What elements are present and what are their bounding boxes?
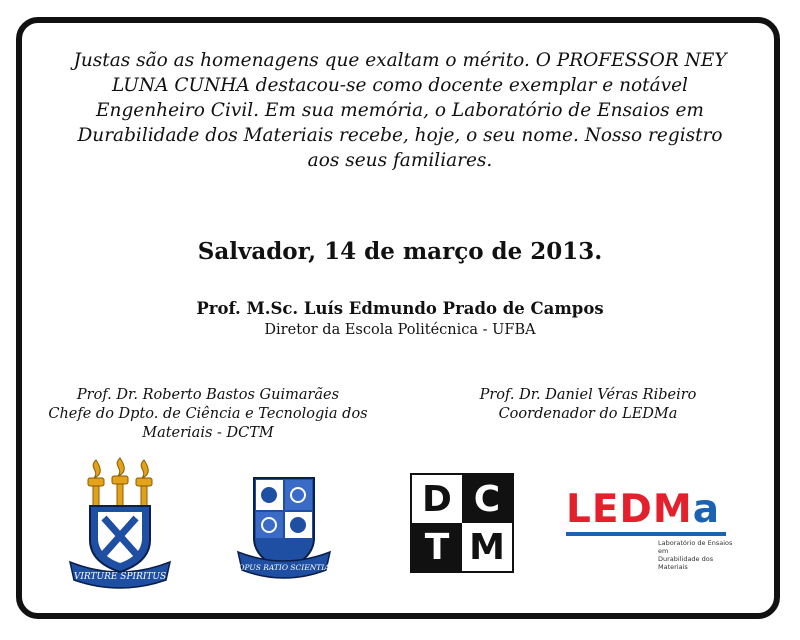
- date-line: Salvador, 14 de março de 2013.: [197, 238, 603, 265]
- director-title: Diretor da Escola Politécnica - UFBA: [264, 322, 536, 338]
- ufba-logo: [68, 456, 172, 594]
- escola-politecnica-shield-icon: [236, 474, 332, 584]
- ledma-logo: [566, 487, 736, 571]
- ledma-wordmark: [566, 487, 736, 532]
- ledma-underline: [566, 532, 726, 536]
- politecnica-logo: [236, 474, 332, 584]
- ledma-word-red: LEDM: [566, 487, 693, 532]
- signatory-left-name: Prof. Dr. Roberto Bastos Guimarães: [76, 387, 340, 403]
- dctm-letter-t: T: [412, 523, 462, 571]
- signatory-left-title: Chefe do Dpto. de Ciência e Tecnologia dos Materiais - DCTM: [48, 406, 368, 441]
- signatory-right-name: Prof. Dr. Daniel Véras Ribeiro: [479, 387, 697, 403]
- ledma-subtitle-line2: Durabilidade dos Materiais: [658, 555, 714, 571]
- ledma-word-blue: a: [692, 487, 721, 532]
- ledma-subtitle-line1: Laboratório de Ensaios em: [658, 539, 733, 555]
- ufba-motto: VIRTURE SPIRITUS: [73, 572, 167, 582]
- ufba-coat-of-arms-icon: [68, 456, 172, 594]
- dctm-logo: [410, 473, 514, 573]
- tribute-text: Justas são as homenagens que exaltam o mérito. O PROFESSOR NEY LUNA CUNHA destacou-se como docente exemplar e notável Engenheiro Civil. Em sua memória, o Laboratório de Ensaios em Durabilidade dos Materiais recebe, hoje, o seu nome. Nosso registro aos seus familiares.: [73, 50, 727, 171]
- director-name: Prof. M.Sc. Luís Edmundo Prado de Campos: [196, 299, 604, 318]
- signatory-left: [48, 386, 368, 443]
- director-signature: [0, 298, 800, 340]
- signatory-right: [452, 386, 724, 424]
- signatory-right-title: Coordenador do LEDMa: [498, 406, 678, 422]
- politecnica-motto: OPUS RATIO SCIENTIA: [238, 563, 330, 572]
- dctm-letter-m: M: [462, 523, 512, 571]
- ledma-subtitle: [658, 539, 736, 571]
- dctm-letter-c: C: [462, 475, 512, 523]
- dctm-letter-d: D: [412, 475, 462, 523]
